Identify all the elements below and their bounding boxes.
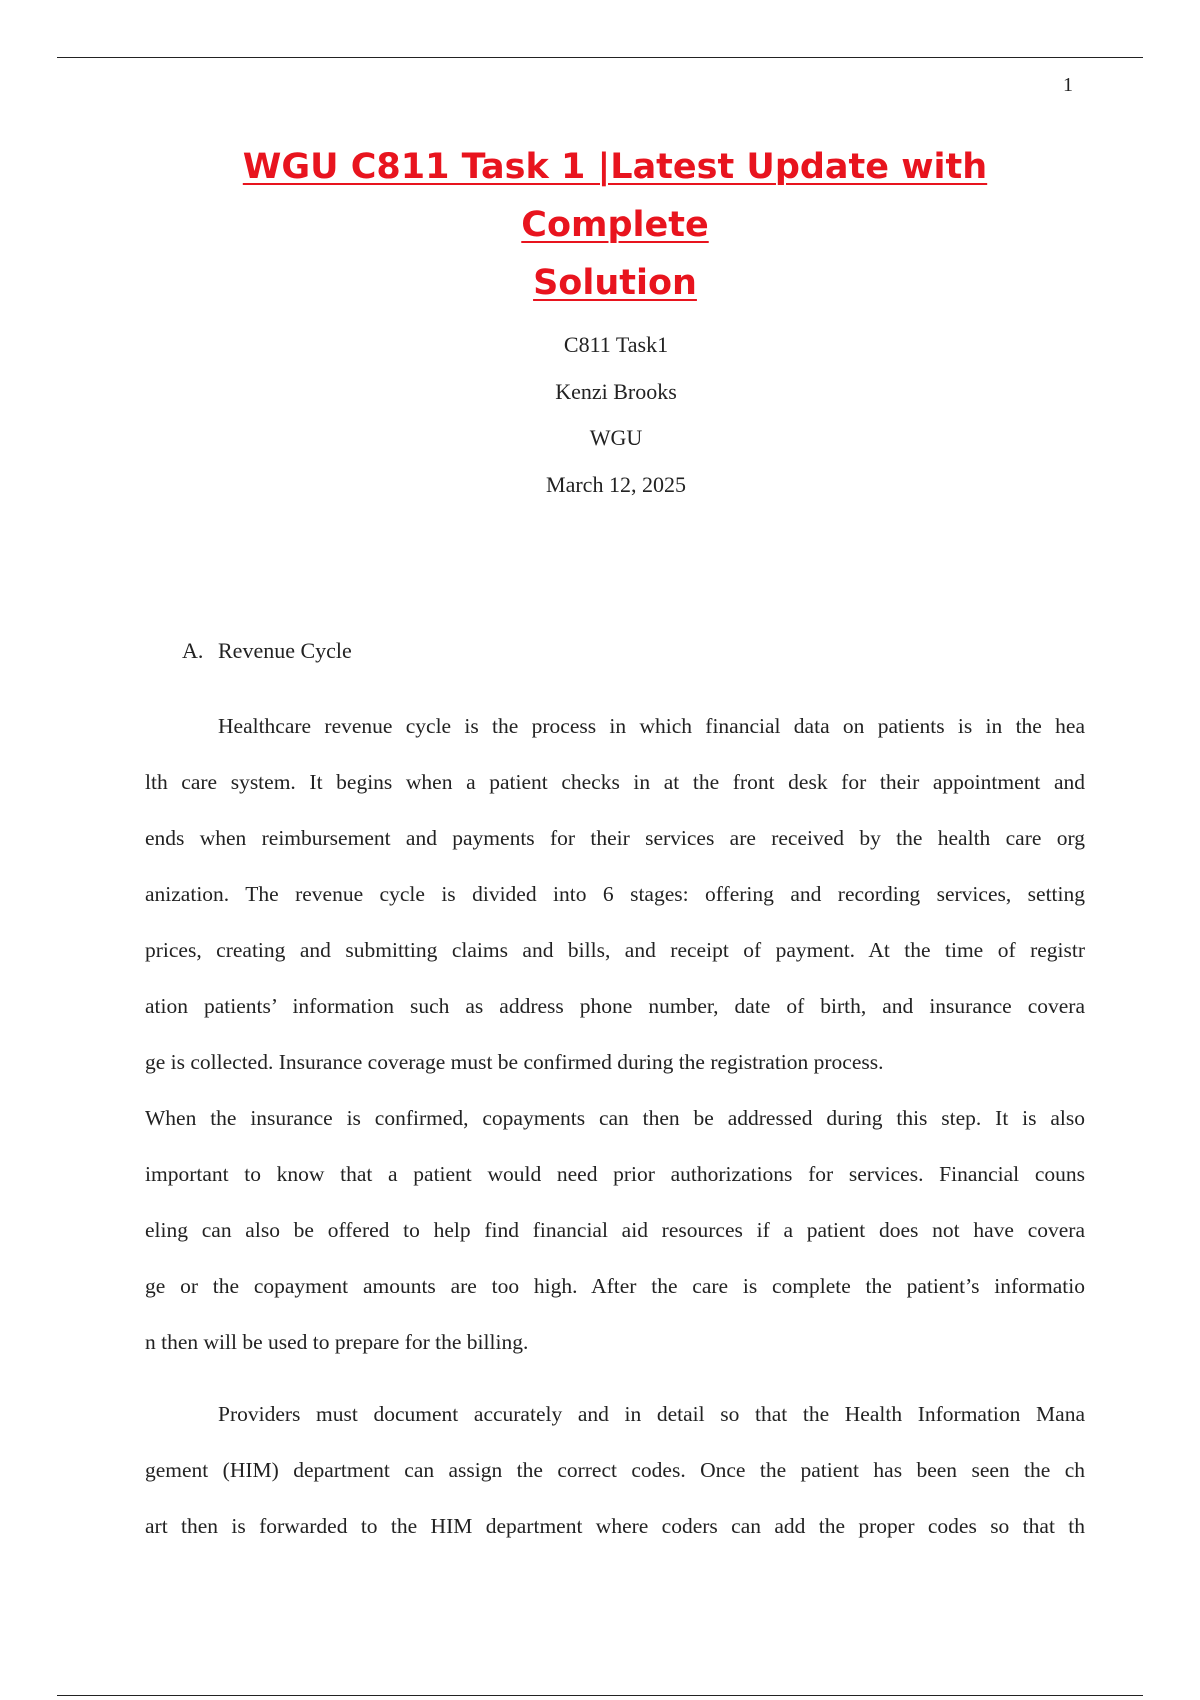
document-title [150,138,1080,312]
top-rule [57,57,1143,58]
paragraph-line: ends when reimbursement and payments for their services are received by the health care org [145,826,1085,850]
paragraph-line: eling can also be offered to help find financial aid resources if a patient does not have covera [145,1218,1085,1242]
title-line-1: WGU C811 Task 1 |Latest Update with Complete [242,147,988,245]
paragraph-documentation [145,1386,1085,1554]
paragraph-line: Providers must document accurately and in detail so that the Health Information Mana [218,1402,1085,1426]
title-line-2: Solution [533,263,697,303]
author-name: Kenzi Brooks [555,378,677,404]
paragraph-line: When the insurance is confirmed, copayments can then be addressed during this step. It is also [145,1106,1085,1130]
paragraph-line: lth care system. It begins when a patient checks in at the front desk for their appointment and [145,770,1085,794]
institution-name: WGU [589,425,643,450]
paragraph-line: prices, creating and submitting claims and bills, and receipt of payment. At the time of registr [145,938,1085,962]
paragraph-line: art then is forwarded to the HIM department where coders can add the proper codes so that th [145,1514,1085,1538]
paragraph-revenue-cycle [145,698,1085,1370]
course-name: C811 Task1 [563,332,669,357]
paragraph-line: Healthcare revenue cycle is the process in which financial data on patients is in the hea [218,714,1085,738]
section-heading [182,638,352,664]
bottom-rule [57,1695,1143,1696]
paragraph-line: ge is collected. Insurance coverage must be confirmed during the registration process. [145,1050,884,1074]
paragraph-line: ge or the copayment amounts are too high. After the care is complete the patient’s informatio [145,1274,1085,1298]
paragraph-line: important to know that a patient would need prior authorizations for services. Financial couns [145,1162,1085,1186]
title-page-meta [0,322,1200,508]
document-date: March 12, 2025 [546,471,686,497]
paragraph-line: ation patients’ information such as address phone number, date of birth, and insurance covera [145,994,1085,1018]
page-number: 1 [1063,74,1073,96]
paragraph-line: n then will be used to prepare for the billing. [145,1330,529,1354]
paragraph-line: anization. The revenue cycle is divided into 6 stages: offering and recording services, setting [145,882,1085,906]
section-marker: A. [182,638,204,663]
paragraph-line: gement (HIM) department can assign the correct codes. Once the patient has been seen the ch [145,1458,1085,1482]
section-title: Revenue Cycle [218,638,352,663]
